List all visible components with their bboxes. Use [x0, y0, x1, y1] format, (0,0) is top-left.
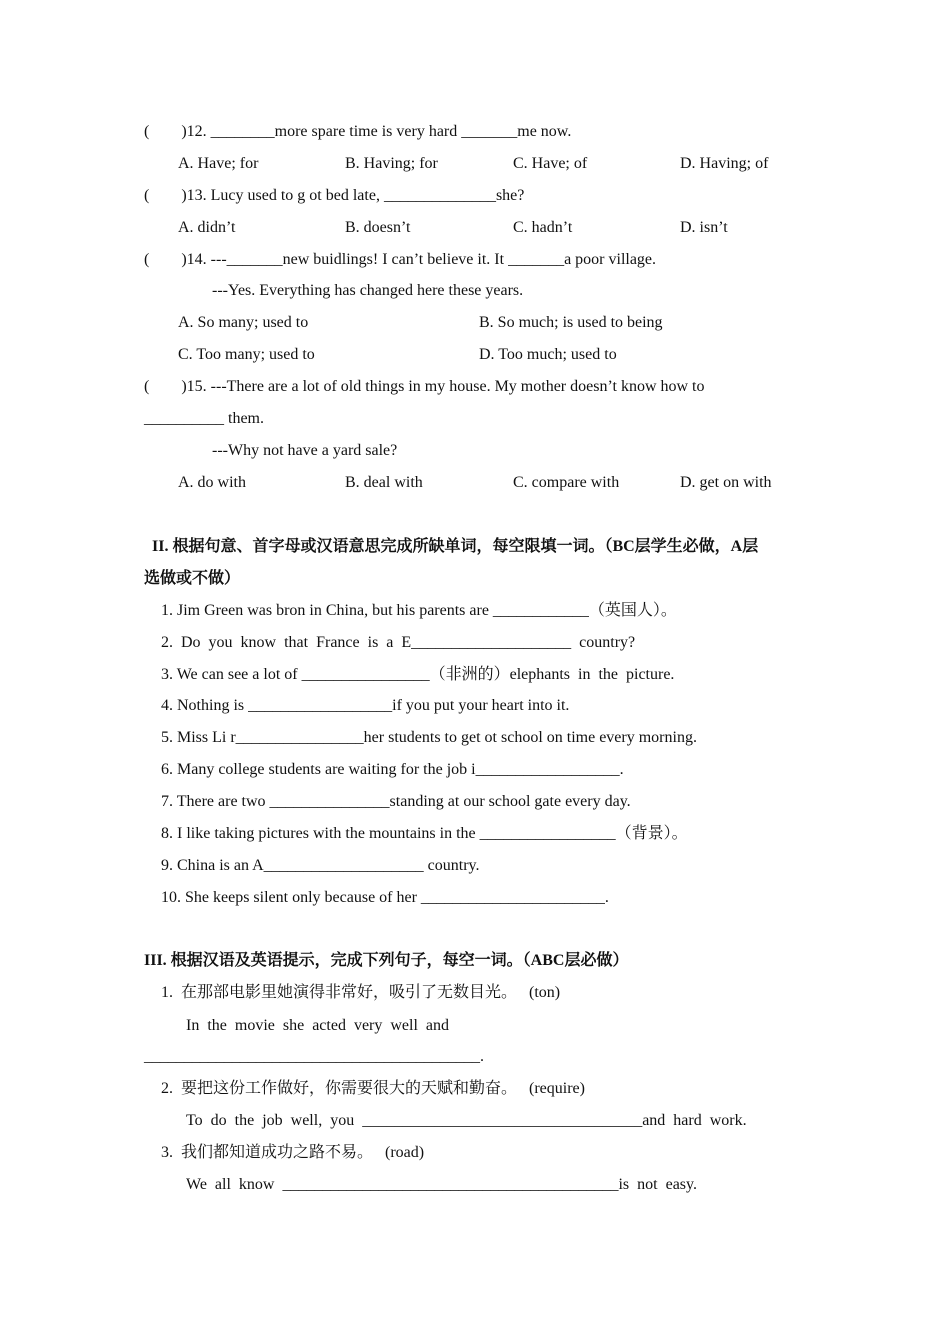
question-15-continued: __________ them.: [144, 410, 264, 427]
q13-option-b: B. doesn’t: [345, 219, 411, 236]
q14-option-d: D. Too much; used to: [479, 346, 617, 363]
section-3-heading: III. 根据汉语及英语提示，完成下列句子，每空一词。（ABC层必做）: [144, 952, 629, 969]
q12-option-d: D. Having; of: [680, 155, 769, 172]
s2-item-5: 5. Miss Li r________________her students to get ot school on time every morning.: [161, 729, 697, 746]
section-2-heading: II. 根据句意、首字母或汉语意思完成所缺单词，每空限填一词。（BC层学生必做，A层: [152, 538, 759, 555]
s3-item-2-english: To do the job well, you ___________________________________and hard work.: [186, 1112, 747, 1129]
q14-option-a: A. So many; used to: [178, 314, 309, 331]
q12-option-c: C. Have; of: [513, 155, 588, 172]
q14-option-c: C. Too many; used to: [178, 346, 315, 363]
s2-item-8: 8. I like taking pictures with the mountains in the _________________（背景）。: [161, 825, 688, 842]
s3-item-1-chinese: 1. 在那部电影里她演得非常好，吸引了无数目光。 (ton): [161, 984, 561, 1001]
s3-item-2-chinese: 2. 要把这份工作做好，你需要很大的天赋和勤奋。 (require): [161, 1080, 585, 1097]
s3-item-3-chinese: 3. 我们都知道成功之路不易。 (road): [161, 1144, 425, 1161]
q13-option-c: C. hadn’t: [513, 219, 573, 236]
s3-item-1-blank: __________________________________________.: [144, 1048, 484, 1065]
question-12: ( )12. ________more spare time is very hard _______me now.: [144, 123, 572, 140]
s3-item-1-english: In the movie she acted very well and: [186, 1017, 450, 1034]
question-14-reply: ---Yes. Everything has changed here these years.: [212, 282, 524, 299]
s2-item-4: 4. Nothing is __________________if you put your heart into it.: [161, 697, 570, 714]
section-2-heading-cont: 选做或不做）: [144, 570, 241, 587]
question-15: ( )15. ---There are a lot of old things in my house. My mother doesn’t know how to: [144, 378, 705, 395]
q13-option-d: D. isn’t: [680, 219, 728, 236]
q14-option-b: B. So much; is used to being: [479, 314, 663, 331]
q15-option-d: D. get on with: [680, 474, 772, 491]
q15-option-c: C. compare with: [513, 474, 620, 491]
s2-item-7: 7. There are two _______________standing at our school gate every day.: [161, 793, 631, 810]
s2-item-1: 1. Jim Green was bron in China, but his parents are ____________（英国人）。: [161, 602, 677, 619]
q15-option-a: A. do with: [178, 474, 246, 491]
q13-option-a: A. didn’t: [178, 219, 236, 236]
question-15-reply: ---Why not have a yard sale?: [212, 442, 398, 459]
s2-item-10: 10. She keeps silent only because of her _______________________.: [161, 889, 609, 906]
s3-item-3-english: We all know __________________________________________is not easy.: [186, 1176, 697, 1193]
question-14: ( )14. ---_______new buidlings! I can’t believe it. It _______a poor village.: [144, 251, 657, 268]
s2-item-3: 3. We can see a lot of ________________（非洲的）elephants in the picture.: [161, 666, 675, 683]
q12-option-b: B. Having; for: [345, 155, 438, 172]
question-13: ( )13. Lucy used to g ot bed late, ______________she?: [144, 187, 525, 204]
s2-item-6: 6. Many college students are waiting for the job i__________________.: [161, 761, 624, 778]
s2-item-2: 2. Do you know that France is a E____________________ country?: [161, 634, 636, 651]
q15-option-b: B. deal with: [345, 474, 423, 491]
s2-item-9: 9. China is an A____________________ country.: [161, 857, 480, 874]
q12-option-a: A. Have; for: [178, 155, 259, 172]
